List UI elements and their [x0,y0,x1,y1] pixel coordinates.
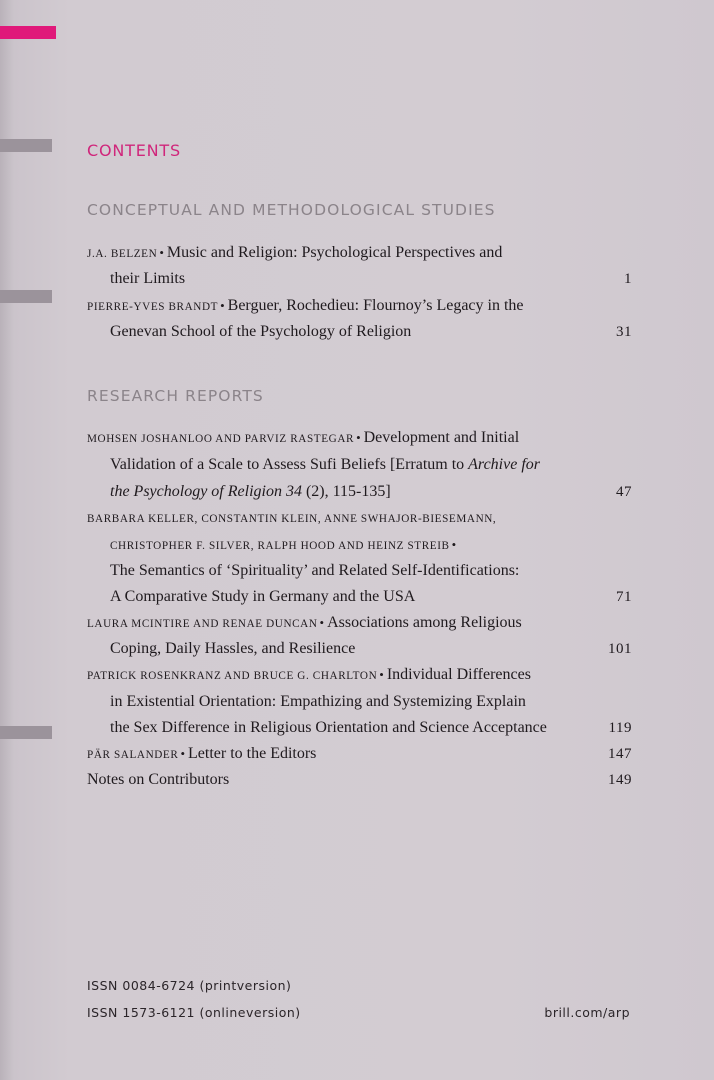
entry-title: (2), 115-135] [305,483,391,500]
entry-title: Development and Initial [363,429,520,446]
entry-title: Associations among Religious [327,614,522,631]
entry-title: A Comparative Study in Germany and the USA [110,588,416,605]
entry-title-italic: Archive for [468,456,540,473]
toc-entry-line [110,319,632,345]
contents-heading: CONTENTS [87,141,181,160]
toc-entry-line [110,584,632,610]
bullet-separator: • [180,746,185,761]
toc-entry-line [87,505,632,531]
entry-page-number: 31 [616,324,632,340]
entry-authors: BARBARA KELLER, CONSTANTIN KLEIN, ANNE SWHAJOR-BIESEMANN, [87,513,497,525]
bullet-separator: • [451,537,457,552]
entry-authors: MOHSEN JOSHANLOO AND PARVIZ RASTEGAR [87,433,355,445]
entry-authors: PÄR SALANDER [87,749,179,761]
entry-authors: LAURA MCINTIRE AND RENAE DUNCAN [87,618,318,630]
entry-page-number: 101 [608,641,632,657]
toc-entry-line [110,715,632,741]
toc-entry-line [87,610,632,636]
toc-entry-line [87,662,632,688]
entry-title: their Limits [110,270,186,287]
toc-entry-line [110,689,632,715]
toc-entry-line [110,479,632,505]
journal-url: brill.com/arp [544,1005,630,1020]
entry-title: Music and Religion: Psychological Perspectives and [166,244,503,261]
entry-title: in Existential Orientation: Empathizing and Systemizing Explain [110,693,526,710]
gray-edge-tab [0,139,52,152]
bullet-separator: • [379,667,384,682]
bullet-separator: • [356,430,361,445]
entry-page-number: 1 [624,271,632,287]
entry-title: the Sex Difference in Religious Orientation and Science Acceptance [110,719,547,736]
entry-title: Notes on Contributors [87,771,230,788]
bullet-separator: • [220,298,225,313]
toc-entry-line [87,741,632,767]
gray-edge-tab [0,290,52,303]
toc-entry-line [110,532,632,558]
toc-entry-line [87,293,632,319]
toc-entry-line [110,266,632,292]
entry-authors: PATRICK ROSENKRANZ AND BRUCE G. CHARLTON [87,670,378,682]
entry-authors: CHRISTOPHER F. SILVER, RALPH HOOD AND HEINZ STREIB [110,540,450,552]
toc-entry-line [110,452,632,478]
entry-title: Genevan School of the Psychology of Religion [110,323,412,340]
toc-entry-line [87,767,632,793]
toc-entry-line [110,636,632,662]
entry-page-number: 119 [608,720,632,736]
issn-print: ISSN 0084-6724 (printversion) [87,978,292,993]
entry-page-number: 147 [608,746,632,762]
bullet-separator: • [319,615,325,630]
toc-entry-line [87,240,632,266]
issn-online: ISSN 1573-6121 (onlineversion) [87,1005,301,1020]
entry-authors: PIERRE-YVES BRANDT [87,301,219,313]
entry-page-number: 47 [616,484,632,500]
toc-entry-line [87,425,632,451]
entry-page-number: 71 [616,589,632,605]
entry-title: Coping, Daily Hassles, and Resilience [110,640,356,657]
entry-title: Individual Differences [386,666,531,683]
section-heading: CONCEPTUAL AND METHODOLOGICAL STUDIES [87,201,496,219]
entry-authors: J.A. BELZEN [87,248,158,260]
entry-title: The Semantics of ‘Spirituality’ and Related Self-Identifications: [110,562,520,579]
entry-title-italic: the Psychology of Religion 34 [110,483,302,500]
toc-entry-line [110,558,632,584]
entry-title: Letter to the Editors [188,745,317,762]
entry-title: Berguer, Rochedieu: Flournoy’s Legacy in the [227,297,524,314]
pink-edge-tab [0,26,56,39]
entry-page-number: 149 [608,772,632,788]
gray-edge-tab [0,726,52,739]
bullet-separator: • [159,245,164,260]
entry-title: Validation of a Scale to Assess Sufi Beliefs [Erratum to [110,456,465,473]
section-heading: RESEARCH REPORTS [87,387,264,405]
